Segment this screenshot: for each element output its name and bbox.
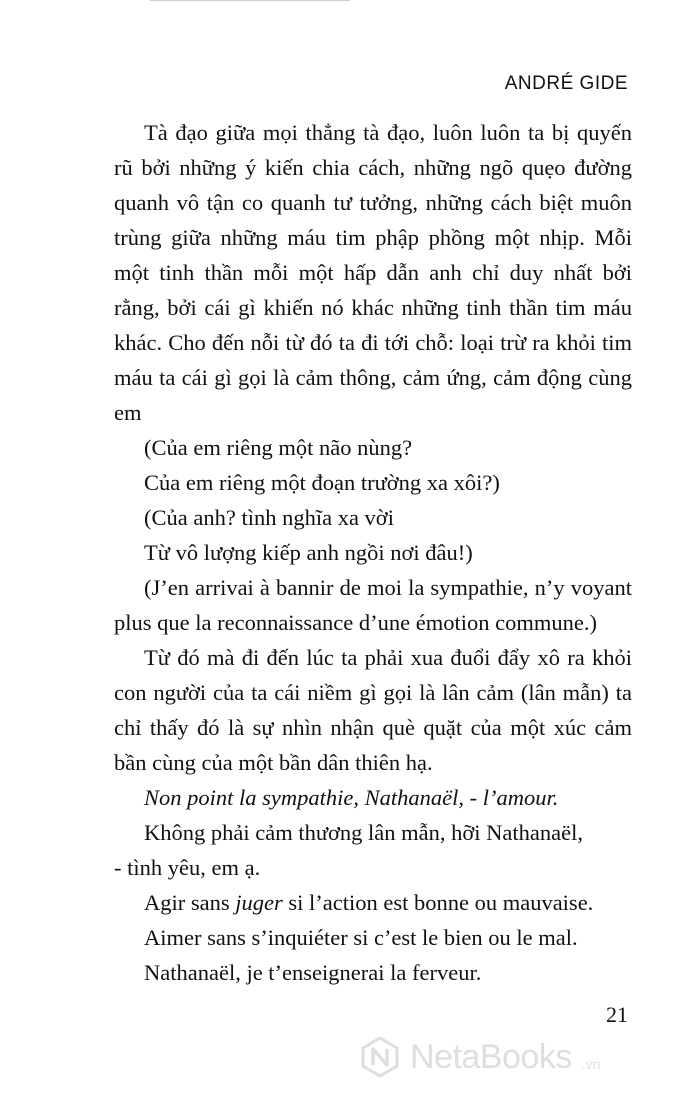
page-number: 21 [606, 1002, 628, 1027]
netabooks-logo-icon [360, 1037, 400, 1077]
italic-quote: Non point la sympathie, Nathanaël, - l’amour. [144, 785, 559, 810]
top-edge-rule [150, 0, 350, 1]
paragraph-6 [114, 885, 632, 920]
paragraph-2-french: (J’en arrivai à bannir de moi la sympathie, n’y voyant plus que la reconnaissance d’une émotion commune.) [114, 575, 632, 635]
paragraph-6-italic-word: juger [235, 890, 283, 915]
running-head: ANDRÉ GIDE [504, 73, 628, 94]
paragraph-1: Tà đạo giữa mọi thẳng tà đạo, luôn luôn ta bị quyến rũ bởi những ý kiến chia cách, những ngõ quẹo đường quanh vô tận co quanh tư tưởng, những cách biệt muôn trùng giữa những máu tim phập phồng một nhịp. Mỗi một tinh thần mỗi một hấp dẫn anh chỉ duy nhất bởi rằng, bởi cái gì khiến nó khác những tinh thần tim máu khác. Cho đến nỗi từ đó ta đi tới chỗ: loại trừ ra khỏi tim máu ta cái gì gọi là cảm thông, cảm ứng, cảm động cùng em [114, 120, 632, 425]
verse-line-4: Từ vô lượng kiếp anh ngồi nơi đâu!) [144, 540, 473, 565]
watermark-suffix: .vn [581, 1056, 601, 1072]
paragraph-5 [114, 815, 632, 885]
verse-line-2: Của em riêng một đoạn trường xa xôi?) [144, 470, 500, 495]
verse-line-1: (Của em riêng một não nùng? [144, 435, 413, 460]
paragraph-3: Từ đó mà đi đến lúc ta phải xua đuổi đẩy xô ra khỏi con người của ta cái niềm gì gọi là lân cảm (lân mẫn) ta chỉ thấy đó là sự nhìn nhận què quặt của một xúc cảm bần cùng của một bần dân thiên hạ. [114, 645, 632, 775]
paragraph-7: Aimer sans s’inquiéter si c’est le bien ou le mal. [144, 925, 578, 950]
watermark [360, 1036, 601, 1078]
watermark-brand: NetaBooks [410, 1037, 572, 1076]
paragraph-6-start: Agir sans [144, 890, 236, 915]
verse-line-3: (Của anh? tình nghĩa xa vời [144, 505, 394, 530]
body-text [114, 115, 632, 990]
paragraph-6-end: si l’action est bonne ou mauvaise. [282, 890, 594, 915]
paragraph-5-line-1: Không phải cảm thương lân mẫn, hỡi Nathanaël, [144, 820, 584, 845]
paragraph-4-italic [114, 780, 632, 815]
paragraph-5-line-2: - tình yêu, em ạ. [114, 855, 261, 880]
paragraph-8: Nathanaël, je t’enseignerai la ferveur. [144, 960, 482, 985]
